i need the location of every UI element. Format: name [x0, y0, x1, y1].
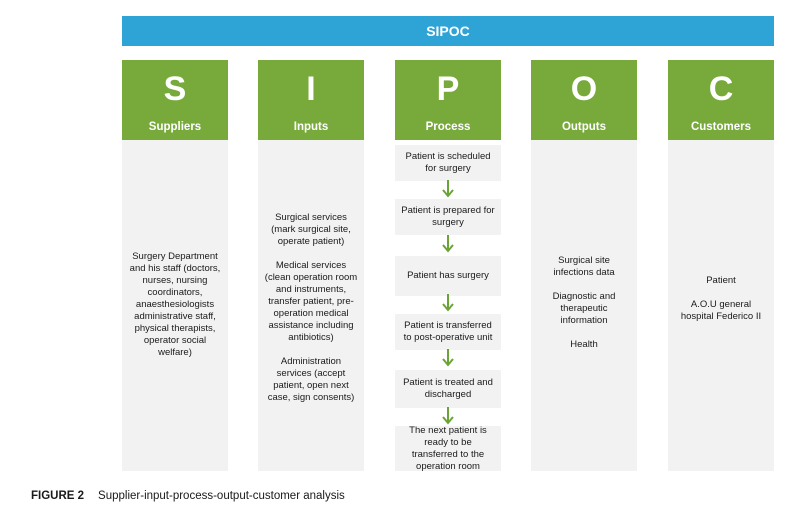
customers-column [668, 60, 774, 471]
down-arrow-icon [440, 349, 456, 367]
outputs-letter: O [570, 70, 598, 108]
process-body [395, 140, 501, 471]
suppliers-text: Surgery Department and his staff (doctors, nurses, nursing coordinators, anaesthesiologists administrative staff, physical therapists, operator social welfare) [129, 251, 221, 358]
inputs-column [258, 60, 364, 471]
suppliers-title: Suppliers [148, 121, 202, 133]
figure-caption-text: Supplier-input-process-output-customer analysis [98, 490, 345, 502]
inputs-title: Inputs [293, 121, 329, 133]
inputs-letter: I [306, 70, 316, 108]
process-step: Patient is prepared for surgery [395, 199, 501, 235]
customers-item: A.O.U general hospital Federico II [680, 299, 762, 322]
process-letter: P [436, 70, 460, 108]
inputs-item: Administration services (accept patient, open next case, sign consents) [267, 356, 355, 403]
process-step: Patient is scheduled for surgery [395, 145, 501, 181]
process-step: Patient has surgery [395, 256, 501, 296]
outputs-column [531, 60, 637, 471]
suppliers-body [122, 140, 228, 471]
outputs-title: Outputs [561, 121, 607, 133]
down-arrow-icon [440, 235, 456, 253]
suppliers-column [122, 60, 228, 471]
customers-body [668, 140, 774, 471]
process-column [395, 60, 501, 471]
outputs-item: Health [570, 339, 598, 350]
process-title: Process [425, 121, 471, 133]
down-arrow-icon [440, 294, 456, 312]
outputs-body [531, 140, 637, 471]
process-step: Patient is transferred to post-operative unit [395, 314, 501, 350]
figure-caption [31, 490, 345, 502]
suppliers-header [122, 60, 228, 140]
down-arrow-icon [440, 407, 456, 425]
sipoc-banner: SIPOC [122, 16, 774, 46]
customers-letter: C [708, 70, 734, 108]
outputs-header [531, 60, 637, 140]
figure-label: FIGURE 2 [31, 490, 85, 502]
customers-item: Patient [706, 275, 736, 286]
process-step: Patient is treated and discharged [395, 370, 501, 408]
customers-header [668, 60, 774, 140]
process-header [395, 60, 501, 140]
outputs-item: Diagnostic and therapeutic information [552, 291, 616, 326]
inputs-item: Medical services (clean operation room and instruments, transfer patient, pre-operation medical assistance including antibiotics) [264, 260, 358, 343]
customers-title: Customers [690, 121, 752, 133]
inputs-item: Surgical services (mark surgical site, operate patient) [271, 212, 351, 247]
process-step: The next patient is ready to be transferred to the operation room [395, 426, 501, 471]
suppliers-letter: S [163, 70, 187, 108]
inputs-body [258, 140, 364, 471]
outputs-item: Surgical site infections data [553, 255, 615, 278]
down-arrow-icon [440, 180, 456, 198]
inputs-header [258, 60, 364, 140]
